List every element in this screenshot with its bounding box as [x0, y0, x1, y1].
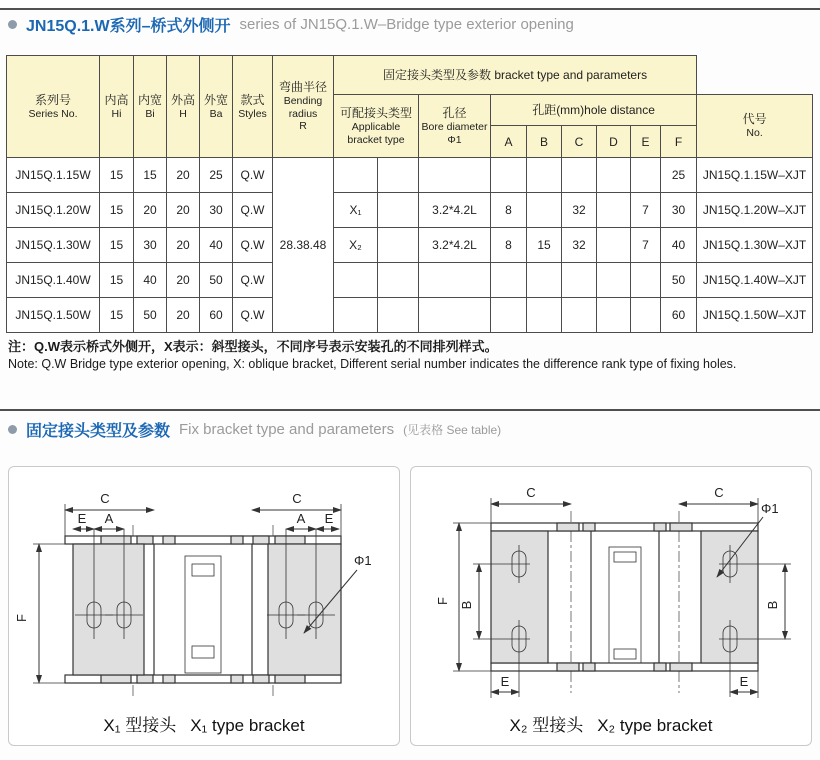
cell-style: Q.W — [233, 228, 273, 263]
col-header-bi: 内宽 Bi — [134, 56, 167, 158]
col-header-code: 代号 No. — [697, 95, 813, 158]
col-header-series: 系列号 Series No. — [7, 56, 100, 158]
cell-style: Q.W — [233, 298, 273, 333]
cell-bore: 3.2*4.2L — [419, 228, 491, 263]
cell-h: 20 — [167, 158, 200, 193]
cell-f: 60 — [661, 298, 697, 333]
dim-label-a: A — [104, 511, 114, 526]
dim-label-c: C — [292, 491, 302, 506]
note-zh: 注：Q.W表示桥式外侧开，X表示：斜型接头，不同序号表示安装孔的不同排列样式。 — [8, 339, 498, 354]
section2-see-table: (见表格 See table) — [403, 423, 502, 437]
col-header-hole-distance: 孔距(mm)hole distance — [491, 95, 697, 126]
cell-code: JN15Q.1.30W–XJT — [697, 228, 813, 263]
col-header-e: E — [631, 126, 661, 158]
cell-series: JN15Q.1.15W — [7, 158, 100, 193]
cell-bracket: X₂ — [334, 228, 378, 263]
cell-bi: 20 — [134, 193, 167, 228]
dim-label-e: E — [324, 511, 334, 526]
col-header-styles: 款式 Styles — [233, 56, 273, 158]
col-header-f: F — [661, 126, 697, 158]
section-divider — [0, 409, 820, 411]
cell-h: 20 — [167, 193, 200, 228]
col-header-h: 外高 H — [167, 56, 200, 158]
cell-d — [597, 228, 631, 263]
cell-a — [491, 298, 527, 333]
cell-ba: 25 — [200, 158, 233, 193]
table-row — [7, 158, 813, 193]
cell-hi: 15 — [100, 193, 134, 228]
table-row — [7, 298, 813, 333]
cell-e — [631, 158, 661, 193]
cell-bracket-sub — [378, 158, 419, 193]
cell-bracket-sub — [378, 298, 419, 333]
dim-label-b: B — [459, 600, 474, 610]
cell-f: 40 — [661, 228, 697, 263]
cell-bracket — [334, 298, 378, 333]
cell-bracket-sub — [378, 228, 419, 263]
cell-code: JN15Q.1.20W–XJT — [697, 193, 813, 228]
col-header-bracket-type: 可配接头类型 Applicable bracket type — [334, 95, 419, 158]
col-header-a: A — [491, 126, 527, 158]
cell-series: JN15Q.1.20W — [7, 193, 100, 228]
x1-bracket-panel — [8, 466, 400, 746]
cell-a: 8 — [491, 228, 527, 263]
cell-a — [491, 263, 527, 298]
col-header-b: B — [527, 126, 562, 158]
top-rule — [0, 8, 820, 10]
cell-bore — [419, 158, 491, 193]
section2-title — [8, 418, 501, 441]
table-row — [7, 263, 813, 298]
cell-c — [562, 263, 597, 298]
bullet-icon — [8, 425, 17, 434]
cell-hi: 15 — [100, 158, 134, 193]
cell-ba: 60 — [200, 298, 233, 333]
dim-label-c: C — [100, 491, 110, 506]
series-title — [8, 13, 574, 36]
cell-b: 15 — [527, 228, 562, 263]
cell-d — [597, 193, 631, 228]
cell-e — [631, 298, 661, 333]
cell-bracket-sub — [378, 193, 419, 228]
cell-hi: 15 — [100, 298, 134, 333]
col-header-c: C — [562, 126, 597, 158]
cell-c — [562, 158, 597, 193]
cell-series: JN15Q.1.30W — [7, 228, 100, 263]
dim-label-e: E — [77, 511, 87, 526]
cell-series: JN15Q.1.40W — [7, 263, 100, 298]
dim-label-phi1: Φ1 — [354, 553, 372, 568]
series-title-zh: JN15Q.1.W系列–桥式外侧开 — [26, 18, 231, 35]
cell-b — [527, 193, 562, 228]
section2-title-zh: 固定接头类型及参数 — [26, 423, 171, 440]
cell-bi: 50 — [134, 298, 167, 333]
cell-hi: 15 — [100, 263, 134, 298]
x2-caption-en: X₂ type bracket — [597, 716, 713, 735]
cell-bore: 3.2*4.2L — [419, 193, 491, 228]
cell-e: 7 — [631, 228, 661, 263]
cell-c: 32 — [562, 193, 597, 228]
cell-c: 32 — [562, 228, 597, 263]
x2-caption-zh: X₂ 型接头 — [509, 716, 584, 735]
cell-bracket — [334, 263, 378, 298]
cell-bracket — [334, 158, 378, 193]
table-row — [7, 228, 813, 263]
cell-b — [527, 298, 562, 333]
cell-b — [527, 158, 562, 193]
cell-h: 20 — [167, 298, 200, 333]
cell-h: 20 — [167, 263, 200, 298]
cell-bi: 30 — [134, 228, 167, 263]
table-row — [7, 193, 813, 228]
cell-bore — [419, 298, 491, 333]
note-en: Note: Q.W Bridge type exterior opening, X: oblique bracket, Different serial number indicates the difference rank type of fixing holes. — [8, 357, 737, 371]
cell-bracket-sub — [378, 263, 419, 298]
dim-label-e: E — [500, 674, 510, 689]
cell-bending-radius: 28.38.48 — [273, 158, 334, 333]
cell-code: JN15Q.1.40W–XJT — [697, 263, 813, 298]
dim-label-c: C — [714, 485, 724, 500]
cell-h: 20 — [167, 228, 200, 263]
section2-title-en: Fix bracket type and parameters — [179, 421, 395, 438]
cell-e: 7 — [631, 193, 661, 228]
dim-label-f: F — [435, 597, 450, 605]
x2-bracket-drawing — [411, 467, 809, 705]
cell-f: 25 — [661, 158, 697, 193]
col-header-bore: 孔径 Bore diameter Φ1 — [419, 95, 491, 158]
cell-code: JN15Q.1.15W–XJT — [697, 158, 813, 193]
cell-e — [631, 263, 661, 298]
cell-c — [562, 298, 597, 333]
cell-style: Q.W — [233, 158, 273, 193]
cell-b — [527, 263, 562, 298]
cell-f: 30 — [661, 193, 697, 228]
cell-series: JN15Q.1.50W — [7, 298, 100, 333]
x1-bracket-drawing — [9, 467, 397, 705]
cell-code: JN15Q.1.50W–XJT — [697, 298, 813, 333]
series-title-en: series of JN15Q.1.W–Bridge type exterior opening — [239, 16, 574, 33]
col-header-bending-radius: 弯曲半径 Bending radius R — [273, 56, 334, 158]
cell-hi: 15 — [100, 228, 134, 263]
dim-label-c: C — [526, 485, 536, 500]
col-header-d: D — [597, 126, 631, 158]
cell-bi: 15 — [134, 158, 167, 193]
cell-d — [597, 158, 631, 193]
x2-bracket-panel — [410, 466, 812, 746]
x1-caption — [9, 711, 399, 736]
cell-bi: 40 — [134, 263, 167, 298]
col-header-hi: 内高 Hi — [100, 56, 134, 158]
cell-ba: 30 — [200, 193, 233, 228]
cell-bore — [419, 263, 491, 298]
dim-label-f: F — [14, 614, 29, 622]
dim-label-e: E — [739, 674, 749, 689]
dim-label-a: A — [296, 511, 306, 526]
cell-style: Q.W — [233, 193, 273, 228]
cell-style: Q.W — [233, 263, 273, 298]
cell-a — [491, 158, 527, 193]
x1-caption-zh: X₁ 型接头 — [103, 716, 177, 735]
x2-caption — [411, 711, 811, 736]
col-header-ba: 外宽 Ba — [200, 56, 233, 158]
cell-f: 50 — [661, 263, 697, 298]
cell-d — [597, 298, 631, 333]
bullet-icon — [8, 20, 17, 29]
x1-caption-en: X₁ type bracket — [190, 716, 305, 735]
cell-ba: 50 — [200, 263, 233, 298]
col-header-bracket-group: 固定接头类型及参数 bracket type and parameters — [334, 56, 697, 95]
cell-d — [597, 263, 631, 298]
spec-table — [6, 55, 813, 333]
dim-label-phi1: Φ1 — [761, 501, 779, 516]
cell-bracket: X₁ — [334, 193, 378, 228]
cell-ba: 40 — [200, 228, 233, 263]
cell-a: 8 — [491, 193, 527, 228]
dim-label-b: B — [765, 600, 780, 610]
